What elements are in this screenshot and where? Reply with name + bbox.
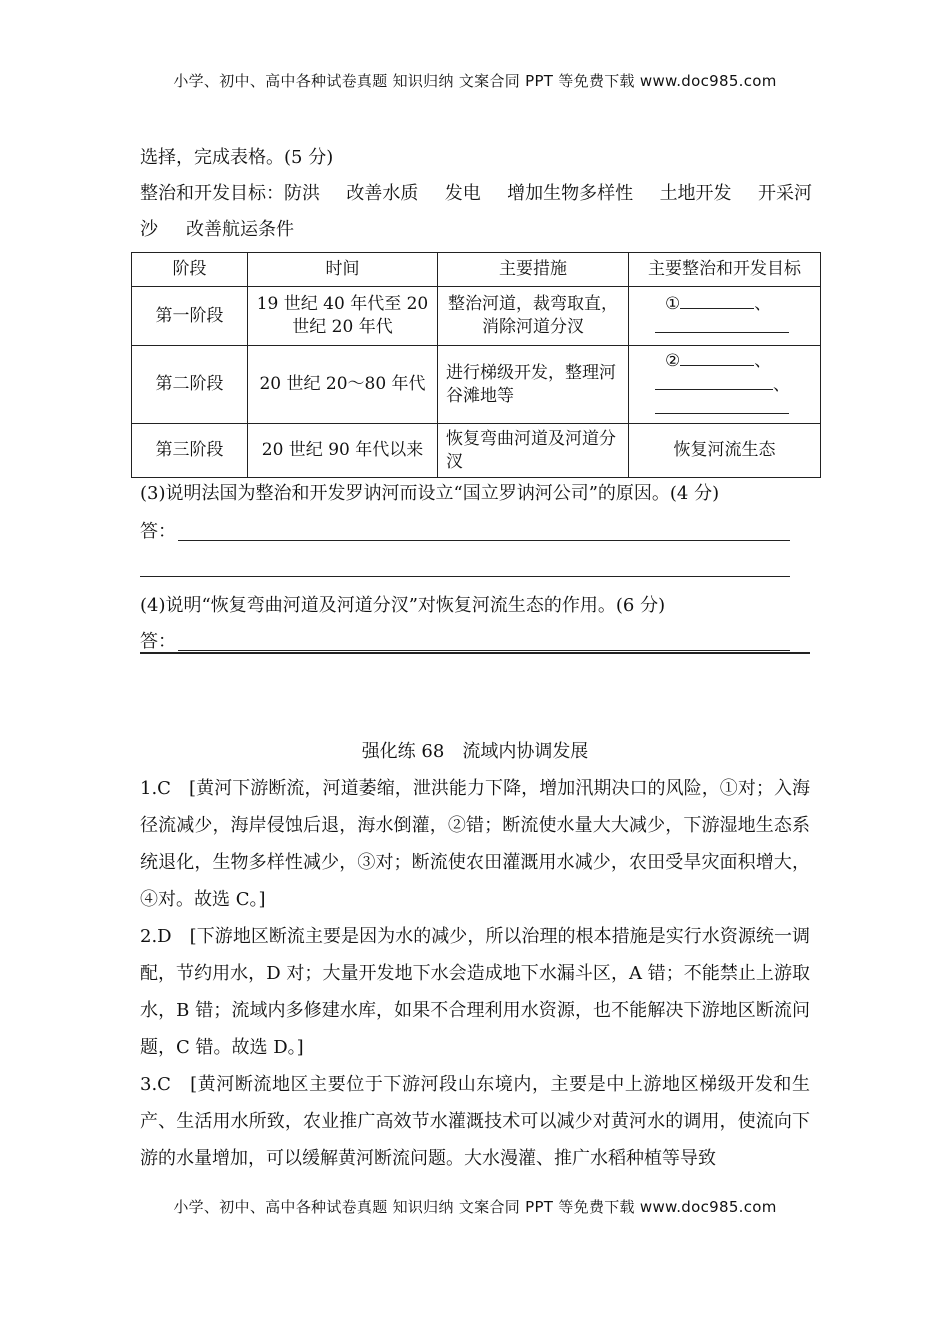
fill-blank[interactable]: [680, 292, 754, 309]
target-cell: [629, 346, 821, 424]
blank-marker: ①: [665, 294, 681, 314]
table-row: [132, 424, 821, 478]
answer-label: 答：: [140, 521, 176, 542]
page-header: 小学、初中、高中各种试卷真题 知识归纳 文案合同 PPT 等免费下载 www.doc985.com: [173, 72, 777, 90]
goals-prefix: 整治和开发目标：防洪: [140, 183, 320, 204]
question-3: (3)说明法国为整治和开发罗讷河而设立“国立罗讷河公司”的原因。(4 分): [140, 483, 720, 504]
table-row: [132, 346, 821, 424]
goal-item: 改善水质: [346, 183, 419, 204]
time-cell: 20 世纪 20～80 年代: [248, 346, 438, 424]
measures-cell: 恢复弯曲河道及河道分汊: [438, 424, 629, 478]
separator: 、: [754, 294, 772, 314]
table-header-row: [132, 253, 821, 287]
section-title: 强化练 68 流域内协调发展: [361, 741, 589, 762]
separator: 、: [773, 374, 790, 395]
answer-label: 答：: [140, 631, 176, 652]
goal-item: 发电: [444, 183, 481, 204]
fill-blank[interactable]: [680, 349, 754, 366]
target-cell: [629, 287, 821, 346]
stage-table: [131, 252, 821, 478]
goal-item: 增加生物多样性: [507, 183, 634, 204]
table-header-cell: 主要措施: [438, 253, 629, 287]
page-footer: 小学、初中、高中各种试卷真题 知识归纳 文案合同 PPT 等免费下载 www.doc985.com: [173, 1198, 777, 1216]
stage-cell: 第三阶段: [132, 424, 248, 478]
answer-item: 1.C [黄河下游断流，河道萎缩，泄洪能力下降，增加汛期决口的风险，①对；入海径流减少，海岸侵蚀后退，海水倒灌，②错；断流使水量大大减少，下游湿地生态系统退化，生物多样性减少，③对；断流使农田灌溉用水减少，农田受旱灾面积增大，④对。故选 C。]: [140, 778, 810, 910]
answer-line[interactable]: [178, 650, 790, 651]
section-divider: [140, 652, 810, 654]
time-cell: 20 世纪 90 年代以来: [248, 424, 438, 478]
goal-item: 沙: [140, 219, 158, 240]
measures-cell: 进行梯级开发，整理河谷滩地等: [438, 346, 629, 424]
fill-blank[interactable]: [655, 373, 773, 390]
goal-item: 土地开发: [659, 183, 732, 204]
blank-marker: ②: [665, 350, 681, 371]
goals-line-1: [140, 176, 812, 212]
intro-line: 选择，完成表格。(5 分): [140, 147, 334, 168]
stage-cell: 第二阶段: [132, 346, 248, 424]
answer-line[interactable]: [178, 540, 790, 541]
time-cell: 19 世纪 40 年代至 20 世纪 20 年代: [248, 287, 438, 346]
target-cell: 恢复河流生态: [629, 424, 821, 478]
measures-cell: 整治河道，裁弯取直，消除河道分汊: [438, 287, 629, 346]
separator: 、: [754, 350, 772, 371]
answer-item: 3.C [黄河断流地区主要位于下游河段山东境内，主要是中上游地区梯级开发和生产、生活用水所致，农业推广高效节水灌溉技术可以减少对黄河水的调用，使流向下游的水量增加，可以缓解黄河断流问题。大水漫灌、推广水稻种植等导致: [140, 1074, 810, 1169]
table-header-cell: 主要整治和开发目标: [629, 253, 821, 287]
stage-cell: 第一阶段: [132, 287, 248, 346]
answer-line[interactable]: [140, 576, 790, 577]
table-header-cell: 时间: [248, 253, 438, 287]
question-4: (4)说明“恢复弯曲河道及河道分汊”对恢复河流生态的作用。(6 分): [140, 595, 666, 616]
answer-item: 2.D [下游地区断流主要是因为水的减少，所以治理的根本措施是实行水资源统一调配，节约用水，D 对；大量开发地下水会造成地下水漏斗区，A 错；不能禁止上游取水，B 错；流域内多修建水库，如果不合理利用水资源，也不能解决下游地区断流问题，C 错。故选 D。]: [140, 926, 810, 1058]
table-row: [132, 287, 821, 346]
goals-line-2: [140, 212, 812, 248]
goal-item: 开采河: [757, 183, 812, 204]
table-header-cell: 阶段: [132, 253, 248, 287]
goal-item: 改善航运条件: [186, 219, 294, 240]
fill-blank[interactable]: [655, 397, 789, 414]
fill-blank[interactable]: [655, 316, 789, 333]
answer-block: [140, 770, 810, 1177]
